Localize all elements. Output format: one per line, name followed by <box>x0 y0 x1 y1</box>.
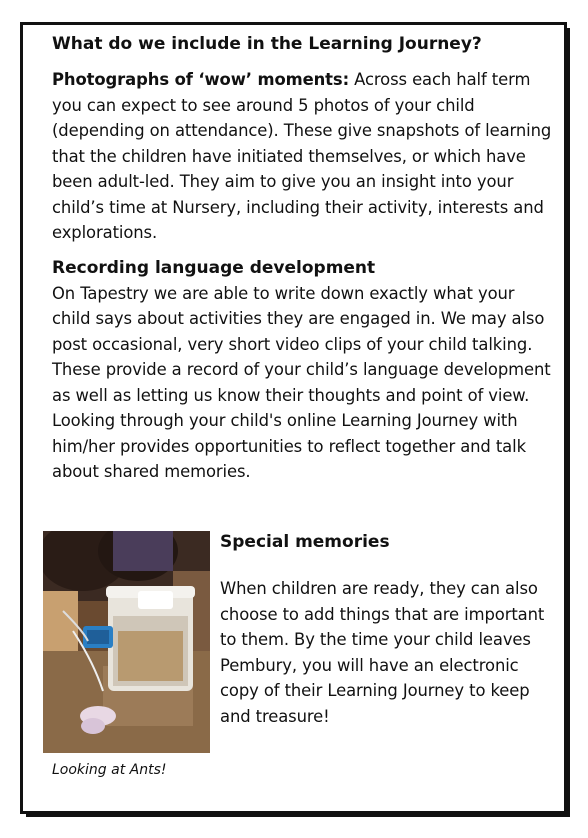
photos-paragraph <box>52 67 552 246</box>
main-content <box>52 30 552 485</box>
ants-photo-image <box>43 531 210 753</box>
ants-photo <box>43 531 210 753</box>
border-shadow-bottom <box>26 814 570 817</box>
language-section <box>52 256 552 485</box>
page-title: What do we include in the Learning Journey? <box>52 34 482 54</box>
border-shadow-right <box>567 28 570 814</box>
special-memories-section <box>220 528 550 729</box>
photo-caption: Looking at Ants! <box>52 762 167 778</box>
photos-lead: Photographs of ‘wow’ moments: <box>52 70 350 89</box>
language-text: On Tapestry we are able to write down exactly what your child says about activities they are engaged in. We may also post occasional, very short video clips of your child talking. These provide a record of your child’s language development as well as letting us know their thoughts and point of view. Looking through your child's online Learning Journey with him/her provides opportunities to reflect together and talk about shared memories. <box>52 283 551 481</box>
photos-text: Across each half term you can expect to see around 5 photos of your child (depending on attendance). These give snapshots of learning that the children have initiated themselves, or which have been adult-led. They aim to give you an insight into your child’s time at Nursery, including their activity, interests and explorations. <box>52 70 552 242</box>
special-text: When children are ready, they can also choose to add things that are important to them. By the time your child leaves Pembury, you will have an electronic copy of their Learning Journey to keep and treasure! <box>220 579 545 726</box>
special-heading: Special memories <box>220 532 390 552</box>
language-heading: Recording language development <box>52 257 376 278</box>
